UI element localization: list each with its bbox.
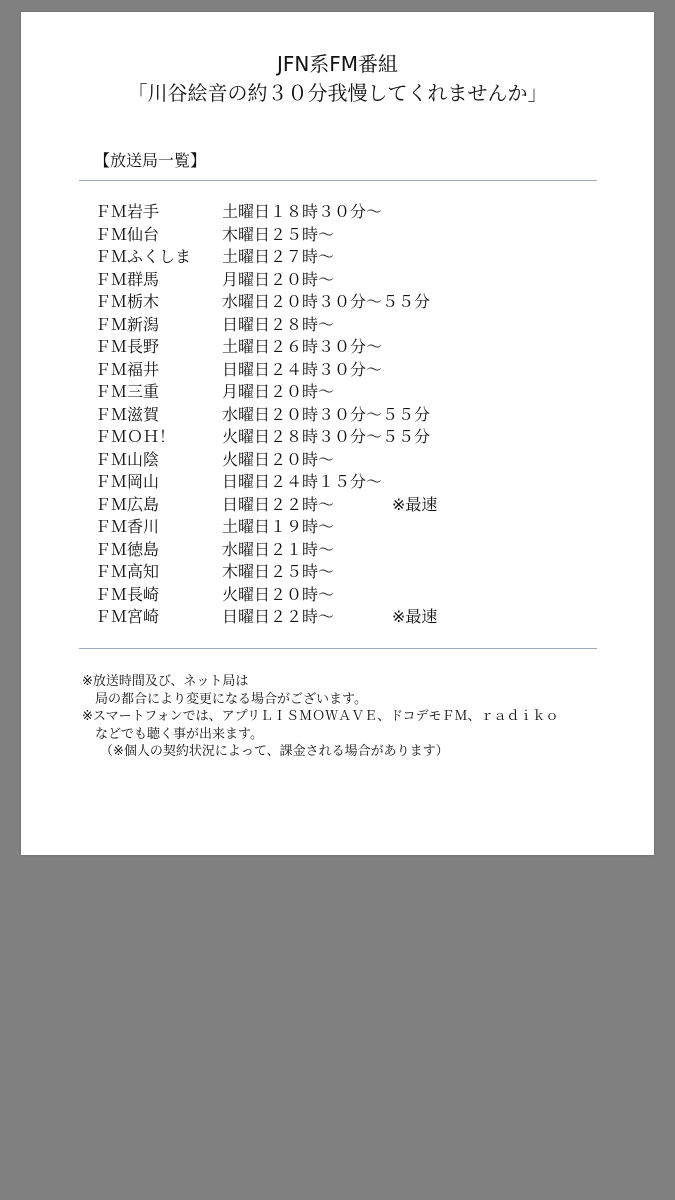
station-name: ＦＭふくしま [95,247,192,266]
station-row [95,449,615,472]
broadcast-time: 火曜日２０時～ [222,449,335,469]
broadcast-time: 土曜日１８時３０分～ [222,202,383,221]
station-name: ＦＭ岩手 [95,202,160,221]
broadcast-time: 土曜日２６時３０分～ [222,337,383,356]
station-name: ＦＭ長崎 [95,584,160,604]
station-row [95,359,615,382]
station-list [95,201,615,629]
station-row [95,516,615,539]
station-row [95,404,615,427]
broadcast-time: 月曜日２０時～ [222,269,335,289]
station-name: ＦＭ福井 [95,359,160,379]
station-row [95,291,615,314]
station-name: ＦＭ栃木 [95,292,160,311]
station-name: ＦＭ新潟 [95,314,160,334]
top-divider [79,180,597,181]
station-row [95,606,615,629]
broadcast-time: 日曜日２２時～ [222,607,335,626]
broadcast-time: 木曜日２５時～ [222,562,335,581]
footnotes [82,673,642,761]
station-row [95,561,615,584]
station-name: ＦＭ香川 [95,517,160,536]
broadcast-time: 月曜日２０時～ [222,382,335,401]
footnote-line: ※放送時間及び、ネット局は [82,674,249,689]
station-row [95,494,615,517]
station-name: ＦＭ広島 [95,494,160,514]
station-row [95,224,615,247]
station-name: ＦＭ滋賀 [95,404,160,424]
station-row [95,381,615,404]
station-row [95,201,615,224]
station-row [95,314,615,337]
station-name: ＦＭＯＨ！ [95,427,176,446]
broadcast-time: 土曜日１９時～ [222,517,335,536]
document-page [21,12,654,855]
station-name: ＦＭ徳島 [95,539,160,559]
footnote-line: などでも聴く事が出来ます。 [95,726,263,742]
broadcast-time: 火曜日２０時～ [222,584,335,604]
station-row [95,471,615,494]
footnote-line: 局の都合により変更になる場合がございます。 [95,691,367,707]
station-name: ＦＭ仙台 [95,224,160,244]
station-name: ＦＭ群馬 [95,269,160,289]
station-row [95,426,615,449]
broadcast-time: 水曜日２０時３０分～５５分 [222,404,431,424]
broadcast-time: 日曜日２８時～ [222,314,335,334]
footnote-line: ※スマートフォンでは、アプリＬＩＳＭＯＷＡＶＥ、ドコデモＦＭ、ｒａｄｉｋｏ [82,709,559,724]
station-note: ※最速 [392,494,438,514]
broadcast-time: 木曜日２５時～ [222,224,335,244]
broadcast-time: 水曜日２０時３０分～５５分 [222,292,431,311]
station-name: ＦＭ長野 [95,337,160,356]
broadcast-time: 日曜日２２時～ [222,494,335,514]
program-title: 「川谷絵音の約３０分我慢してくれませんか」 [127,81,548,105]
broadcast-time: 日曜日２４時３０分～ [222,359,383,379]
section-heading: 【放送局一覧】 [94,151,207,170]
broadcast-time: 水曜日２１時～ [222,539,335,559]
station-row [95,269,615,292]
station-name: ＦＭ山陰 [95,449,160,469]
program-network-title: JFN系FM番組 [276,52,399,76]
station-name: ＦＭ宮崎 [95,607,160,626]
station-row [95,584,615,607]
station-row [95,539,615,562]
bottom-divider [79,648,597,649]
station-name: ＦＭ岡山 [95,472,160,491]
broadcast-time: 火曜日２８時３０分～５５分 [222,427,431,446]
broadcast-time: 土曜日２７時～ [222,247,335,266]
station-row [95,246,615,269]
station-name: ＦＭ高知 [95,562,160,581]
broadcast-time: 日曜日２４時１５分～ [222,472,383,491]
station-name: ＦＭ三重 [95,382,160,401]
footnote-line: （※個人の契約状況によって、課金される場合があります） [100,744,449,759]
station-note: ※最速 [392,607,438,626]
station-row [95,336,615,359]
